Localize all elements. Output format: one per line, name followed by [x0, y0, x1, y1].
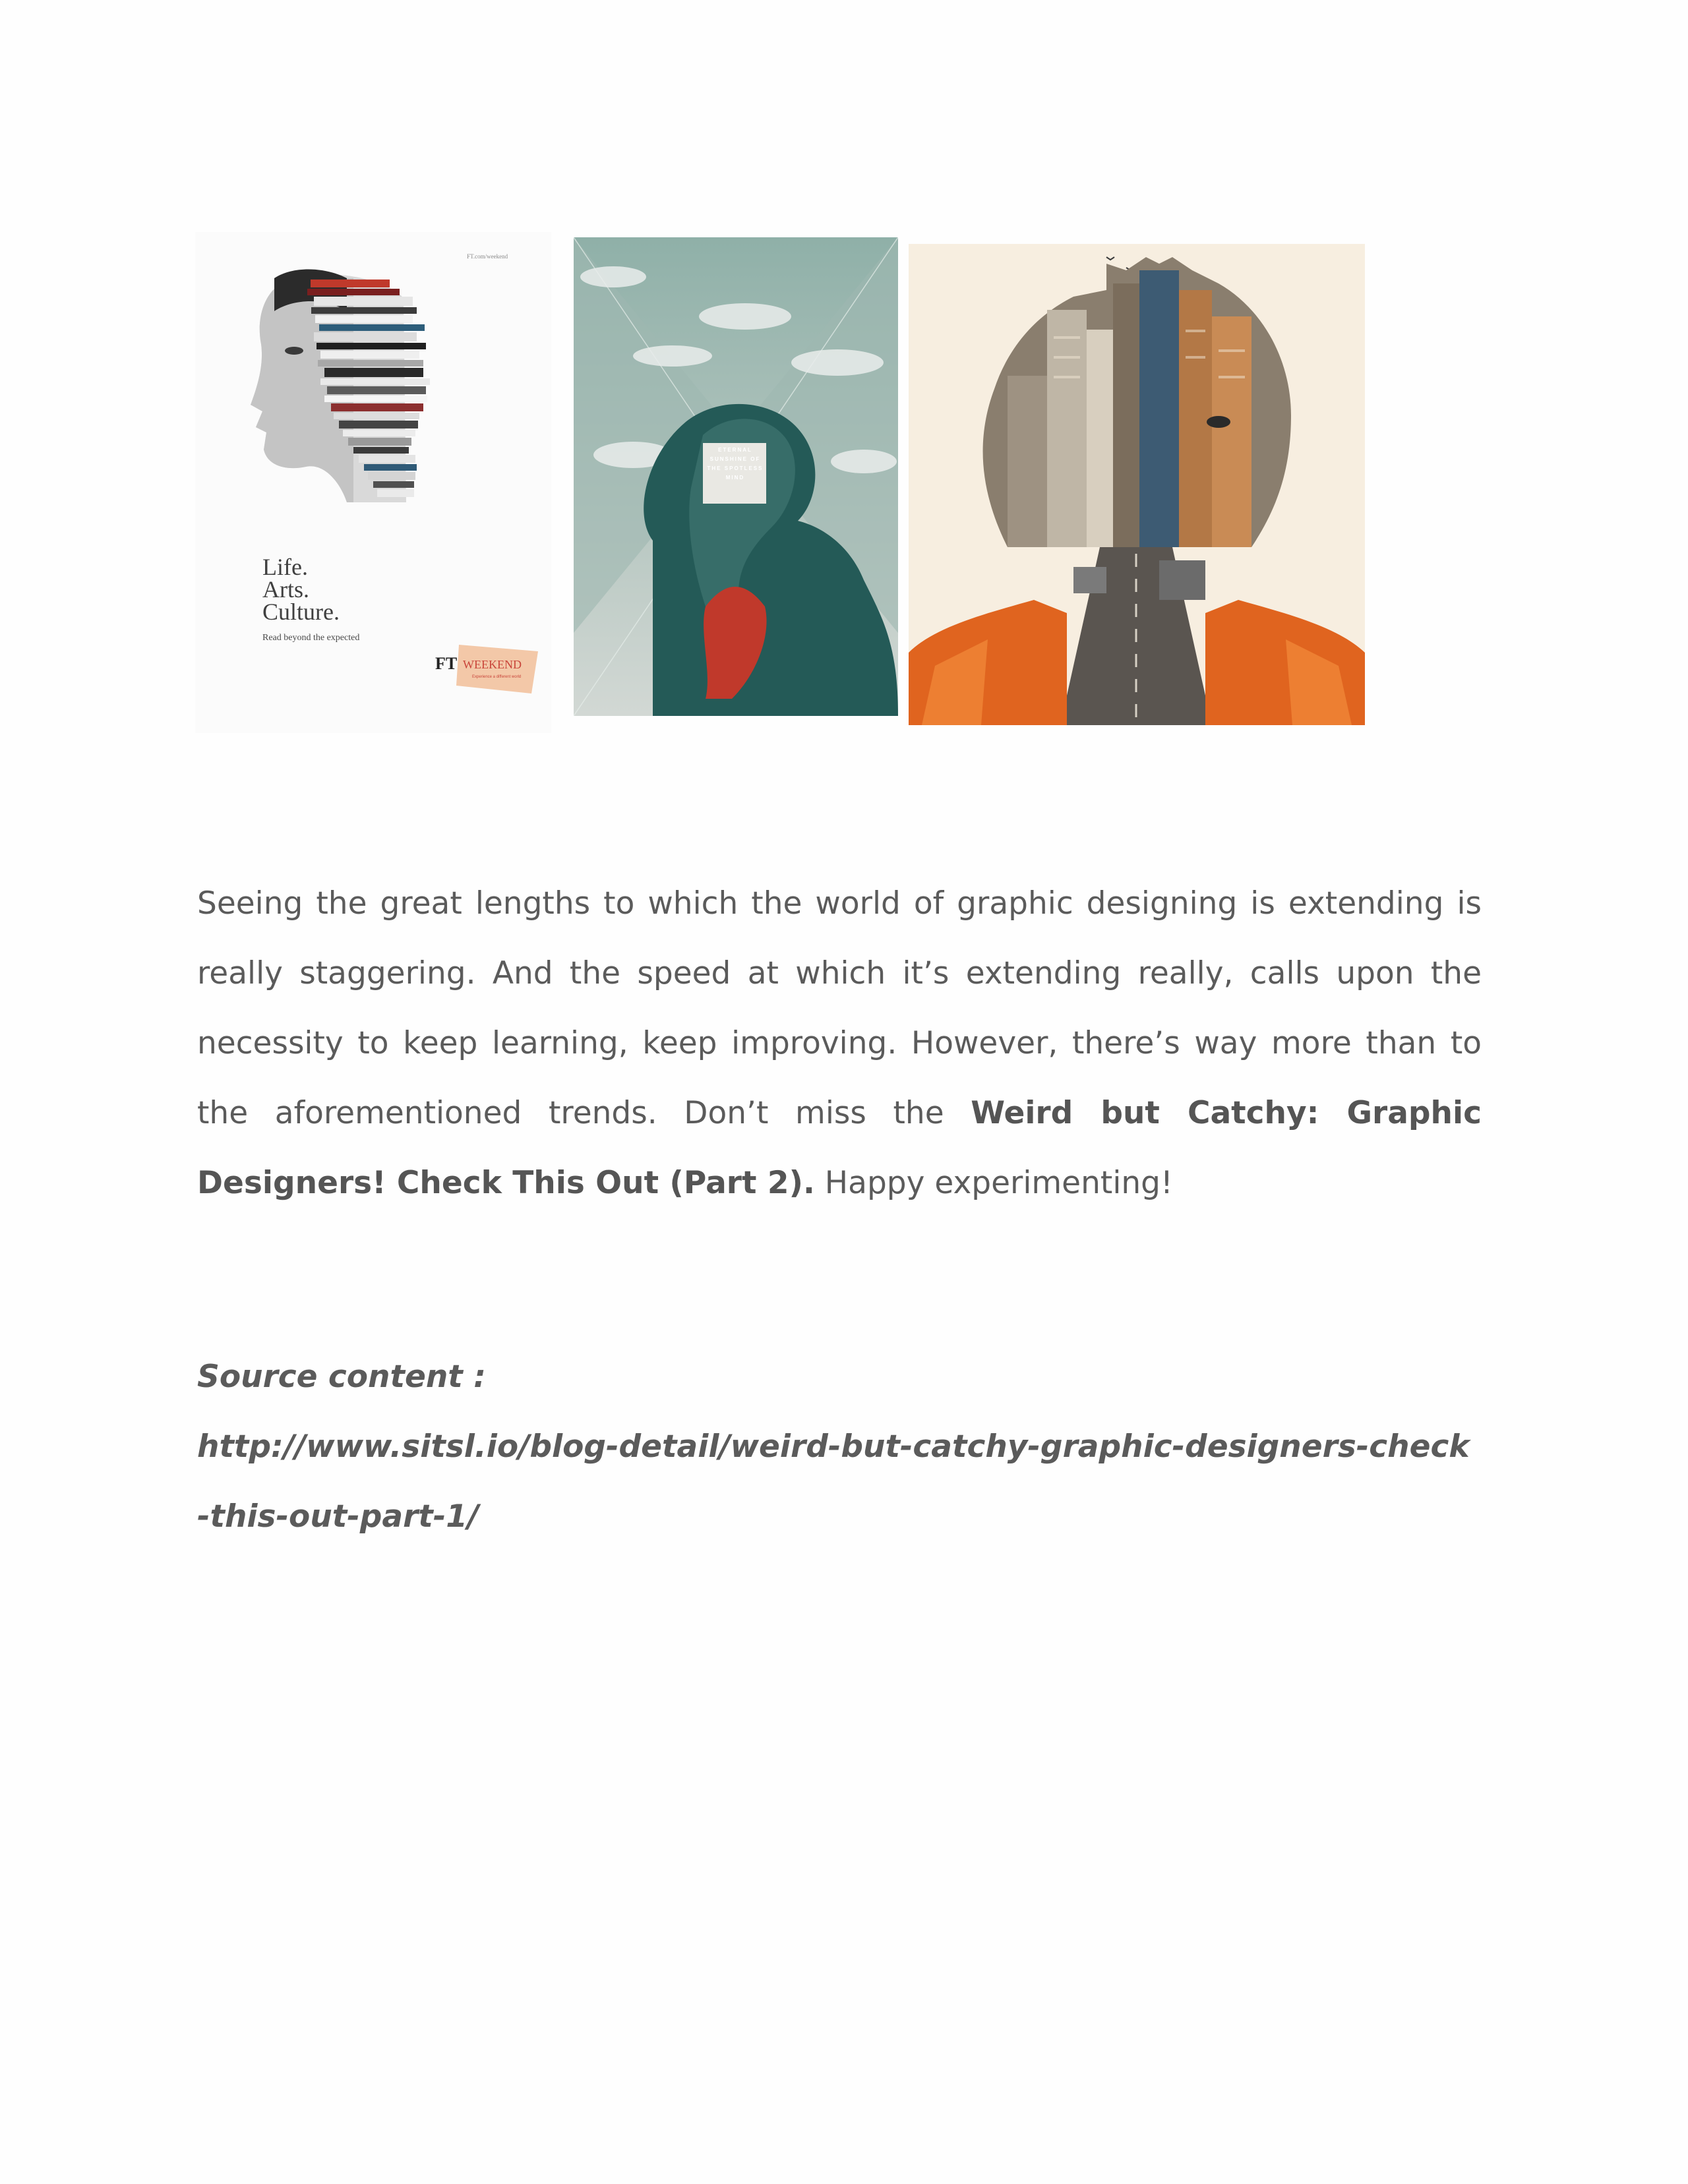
- poster-tag: FT.com/weekend: [467, 253, 508, 260]
- body-paragraph-bold: Weird but Catchy: Graphic Designers! Check This Out (Part 2).: [197, 1095, 1482, 1201]
- double-exposure-illustration: [909, 244, 1365, 725]
- ft-weekend-poster-image: [195, 232, 551, 733]
- poster-headline-line: Life.: [262, 554, 308, 580]
- poster-tagline: Read beyond the expected: [262, 633, 360, 643]
- brand-subtitle: Experience a different world: [472, 675, 522, 679]
- poster-title: ETERNAL SUNSHINE OF THE SPOTLESS MIND: [707, 447, 764, 481]
- weekend-logo: WEEKEND: [463, 658, 522, 671]
- city-silhouette-poster-image: [909, 244, 1365, 725]
- poster-headline-line: Culture.: [262, 599, 340, 625]
- poster-headline-line: Arts.: [262, 576, 309, 603]
- ft-logo: FT: [435, 654, 458, 673]
- source-url-link[interactable]: http://www.sitsl.io/blog-detail/weird-but-catchy-graphic-designers-check-this-out-part-1/: [197, 1429, 1470, 1535]
- eternal-sunshine-poster-image: [574, 237, 898, 716]
- source-label: Source content :: [197, 1359, 486, 1395]
- body-paragraph-end: Happy experimenting!: [814, 1165, 1173, 1201]
- body-paragraph: [197, 869, 1482, 1218]
- images-row: [0, 0, 1688, 738]
- body-paragraph-start: Seeing the great lengths to which the world of graphic designing is extending is really staggering. And the speed at which it’s extending really, calls upon the necessity to keep learning, keep improving. However, there’s way more than to the aforementioned trends. Don’t miss the: [197, 885, 1482, 1131]
